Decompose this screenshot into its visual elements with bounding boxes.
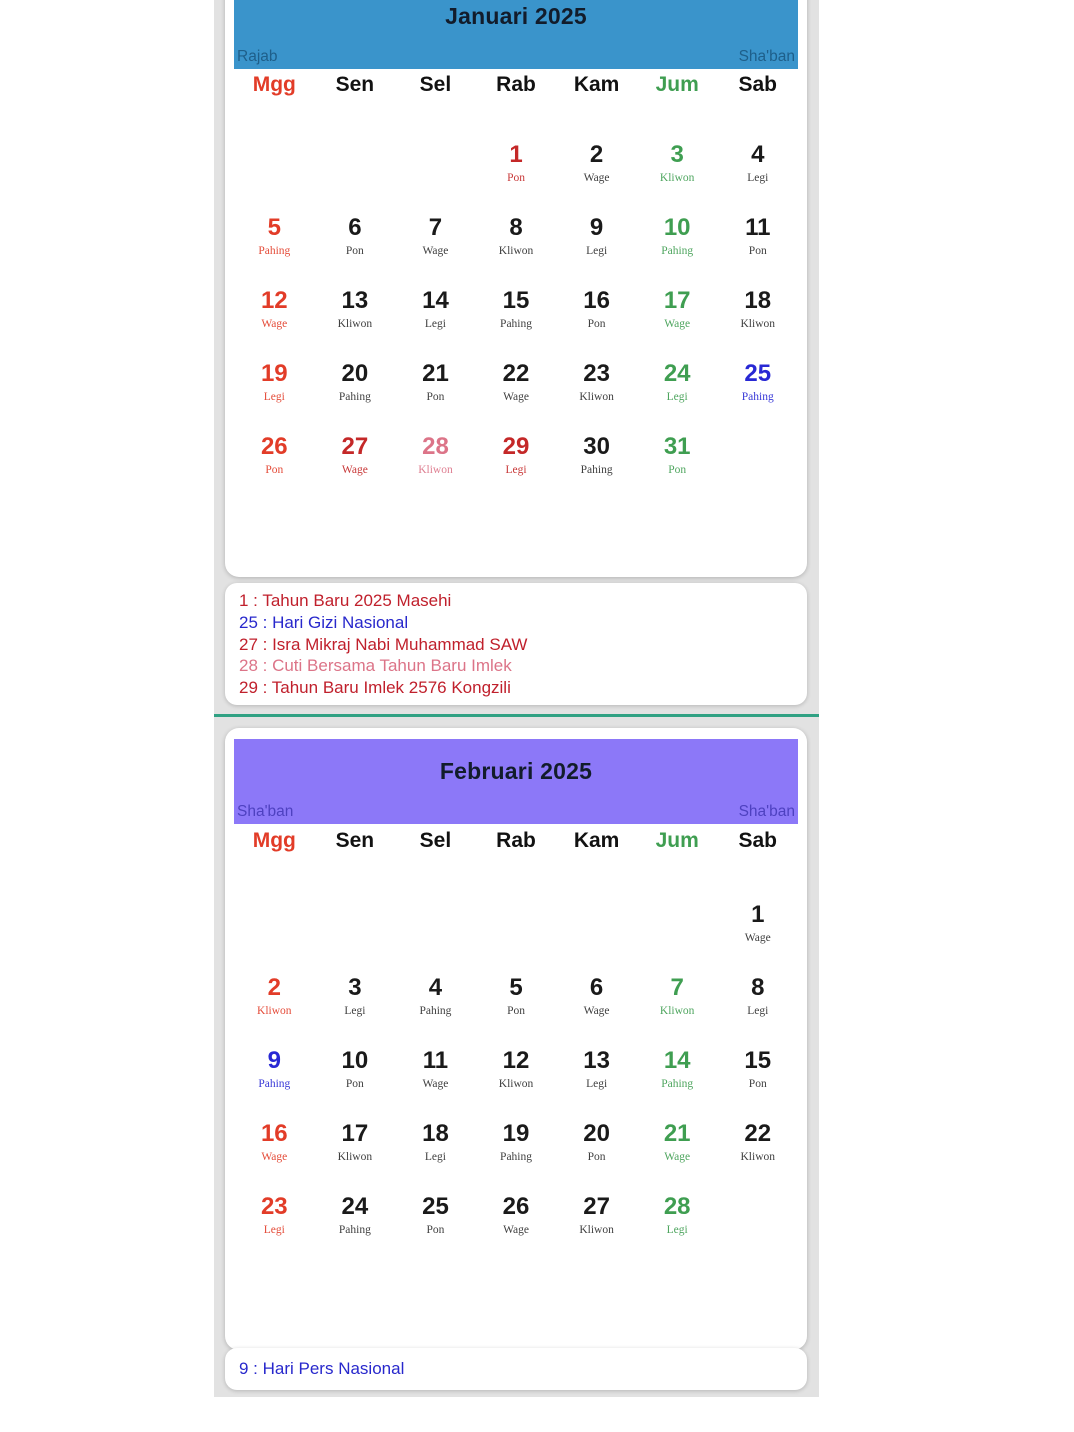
- date-number: 15: [744, 1047, 772, 1074]
- weekday-header: Sen: [335, 72, 375, 96]
- date-cell[interactable]: [556, 341, 637, 414]
- date-number: 28: [663, 1193, 691, 1220]
- date-number: 1: [509, 141, 523, 168]
- date-cell[interactable]: [637, 122, 718, 195]
- date-cell[interactable]: [315, 955, 396, 1028]
- pasaran-label: Legi: [424, 1151, 446, 1163]
- date-number: 26: [502, 1193, 530, 1220]
- pasaran-label: Pon: [507, 172, 525, 184]
- date-cell[interactable]: [637, 1174, 718, 1247]
- pasaran-label: Wage: [422, 1078, 449, 1090]
- pasaran-label: Pon: [265, 464, 284, 476]
- date-number: 6: [348, 214, 362, 241]
- weekday-header: Sen: [335, 829, 375, 852]
- date-number: 14: [663, 1047, 691, 1074]
- empty-date-cell: [395, 882, 476, 955]
- pasaran-label: Legi: [505, 464, 527, 476]
- date-number: 24: [341, 1193, 369, 1220]
- week-row: [234, 195, 798, 268]
- pasaran-label: Wage: [503, 391, 529, 403]
- empty-date-cell: [556, 882, 637, 955]
- date-cell[interactable]: [395, 1174, 476, 1247]
- weekday-header: Sel: [419, 72, 452, 96]
- date-cell[interactable]: [637, 1101, 718, 1174]
- date-number: 8: [509, 214, 523, 241]
- date-number: 13: [583, 1047, 610, 1074]
- empty-date-cell: [315, 882, 396, 955]
- pasaran-label: Pahing: [580, 464, 613, 476]
- pasaran-label: Pahing: [419, 1005, 452, 1017]
- date-cell[interactable]: [476, 1174, 557, 1247]
- date-number: 2: [267, 974, 281, 1001]
- date-number: 18: [422, 1120, 449, 1147]
- month-title: Januari 2025: [445, 2, 587, 29]
- hijri-month-right: Sha'ban: [738, 48, 795, 65]
- pasaran-label: Wage: [664, 318, 691, 330]
- date-cell[interactable]: [717, 955, 798, 1028]
- date-number: 30: [583, 433, 610, 460]
- date-number: 13: [341, 287, 369, 314]
- pasaran-label: Wage: [583, 1005, 610, 1017]
- pasaran-label: Pahing: [741, 391, 774, 403]
- pasaran-label: Kliwon: [579, 1224, 614, 1236]
- date-cell[interactable]: [556, 268, 637, 341]
- date-number: 23: [260, 1193, 288, 1220]
- pasaran-label: Kliwon: [418, 464, 453, 476]
- date-cell[interactable]: [717, 882, 798, 955]
- date-cell[interactable]: [637, 1028, 718, 1101]
- date-cell[interactable]: [476, 341, 557, 414]
- pasaran-label: Legi: [263, 391, 285, 403]
- date-number: 12: [260, 287, 288, 314]
- pasaran-label: Legi: [747, 1005, 769, 1017]
- pasaran-label: Kliwon: [337, 318, 373, 330]
- pasaran-label: Wage: [744, 932, 771, 944]
- date-cell[interactable]: [234, 341, 315, 414]
- pasaran-label: Kliwon: [740, 318, 775, 330]
- date-cell[interactable]: [556, 1101, 637, 1174]
- date-number: 5: [267, 214, 281, 241]
- week-row: [234, 341, 798, 414]
- date-cell[interactable]: [315, 414, 396, 487]
- pasaran-label: Wage: [503, 1224, 529, 1236]
- pasaran-label: Legi: [344, 1005, 366, 1017]
- date-cell[interactable]: [717, 195, 798, 268]
- date-number: 11: [745, 214, 771, 241]
- date-cell[interactable]: [315, 341, 396, 414]
- date-number: 7: [428, 214, 443, 241]
- date-cell[interactable]: [315, 1174, 396, 1247]
- date-number: 14: [422, 287, 449, 314]
- pasaran-label: Wage: [422, 245, 449, 257]
- date-number: 27: [341, 433, 369, 460]
- pasaran-label: Legi: [586, 1078, 608, 1090]
- empty-date-cell: [234, 122, 315, 195]
- weekday-header: Sel: [419, 829, 452, 852]
- date-cell[interactable]: [717, 268, 798, 341]
- pasaran-label: Kliwon: [257, 1005, 292, 1017]
- weekday-header: Sab: [738, 829, 778, 852]
- date-cell[interactable]: [556, 1174, 637, 1247]
- pasaran-label: Kliwon: [579, 391, 614, 403]
- date-cell[interactable]: [476, 414, 557, 487]
- date-cell[interactable]: [395, 341, 476, 414]
- holiday-note: 29 : Tahun Baru Imlek 2576 Kongzili: [239, 678, 511, 698]
- pasaran-label: Pahing: [338, 1224, 371, 1236]
- weekday-header-row: [234, 824, 798, 858]
- empty-date-cell: [234, 882, 315, 955]
- date-number: 10: [663, 214, 691, 241]
- pasaran-label: Kliwon: [498, 1078, 534, 1090]
- date-cell[interactable]: [637, 195, 718, 268]
- pasaran-label: Kliwon: [498, 245, 534, 257]
- pasaran-label: Pon: [507, 1005, 525, 1017]
- week-row: [234, 882, 798, 955]
- february-holiday-notes: [225, 1348, 807, 1390]
- holiday-note: 9 : Hari Pers Nasional: [239, 1359, 405, 1379]
- date-number: 3: [670, 141, 684, 168]
- date-number: 25: [744, 360, 772, 387]
- date-number: 29: [502, 433, 530, 460]
- date-cell[interactable]: [476, 1101, 557, 1174]
- date-number: 11: [422, 1047, 449, 1074]
- pasaran-label: Legi: [263, 1224, 285, 1236]
- date-cell[interactable]: [234, 414, 315, 487]
- date-cell[interactable]: [637, 414, 718, 487]
- weekday-header: Sab: [738, 72, 778, 96]
- pasaran-label: Pahing: [661, 1078, 694, 1090]
- pasaran-label: Legi: [586, 245, 608, 257]
- date-number: 9: [267, 1047, 281, 1074]
- date-number: 21: [663, 1120, 691, 1147]
- pasaran-label: Pon: [587, 318, 606, 330]
- pasaran-label: Wage: [664, 1151, 691, 1163]
- date-cell[interactable]: [315, 195, 396, 268]
- date-cell[interactable]: [556, 1028, 637, 1101]
- pasaran-label: Pahing: [500, 318, 532, 330]
- empty-date-cell: [637, 882, 718, 955]
- weekday-header: Jum: [655, 829, 699, 852]
- month-title: Februari 2025: [439, 757, 593, 784]
- empty-date-cell: [717, 1174, 798, 1247]
- date-cell[interactable]: [234, 1028, 315, 1101]
- holiday-note: 25 : Hari Gizi Nasional: [239, 612, 409, 632]
- date-number: 2: [589, 141, 604, 168]
- pasaran-label: Pon: [426, 391, 445, 403]
- pasaran-label: Pon: [668, 464, 687, 476]
- date-cell[interactable]: [234, 195, 315, 268]
- date-number: 27: [583, 1193, 610, 1220]
- january-calendar-card: [225, 0, 807, 577]
- pasaran-label: Pahing: [258, 245, 291, 257]
- date-number: 20: [583, 1120, 610, 1147]
- pasaran-label: Pahing: [258, 1078, 291, 1090]
- february-month-header: [234, 739, 798, 824]
- date-number: 17: [663, 287, 691, 314]
- weekday-header: Mgg: [252, 829, 296, 852]
- pasaran-label: Wage: [261, 1151, 288, 1163]
- date-number: 16: [583, 287, 610, 314]
- date-number: 26: [260, 433, 288, 460]
- date-number: 8: [751, 974, 765, 1001]
- weekday-header: Kam: [573, 72, 620, 96]
- date-number: 5: [509, 974, 523, 1001]
- pasaran-label: Legi: [666, 1224, 688, 1236]
- empty-date-cell: [395, 122, 476, 195]
- date-cell[interactable]: [556, 122, 637, 195]
- date-cell[interactable]: [717, 341, 798, 414]
- pasaran-label: Pon: [587, 1151, 606, 1163]
- january-month-header: [234, 0, 798, 69]
- date-cell[interactable]: [395, 1101, 476, 1174]
- week-row: [234, 122, 798, 195]
- holiday-note: 1 : Tahun Baru 2025 Masehi: [239, 591, 452, 610]
- empty-date-cell: [476, 882, 557, 955]
- week-row: [234, 1174, 798, 1247]
- date-cell[interactable]: [717, 122, 798, 195]
- date-cell[interactable]: [234, 268, 315, 341]
- week-row: [234, 268, 798, 341]
- week-row: [234, 955, 798, 1028]
- pasaran-label: Kliwon: [659, 172, 695, 184]
- date-number: 6: [589, 974, 604, 1001]
- weekday-header: Mgg: [252, 72, 296, 96]
- date-number: 21: [422, 360, 449, 387]
- date-cell[interactable]: [395, 955, 476, 1028]
- date-number: 24: [663, 360, 691, 387]
- week-row: [234, 1028, 798, 1101]
- weekday-header-row: [234, 69, 798, 100]
- hijri-month-left: Rajab: [237, 48, 278, 65]
- pasaran-label: Pahing: [500, 1151, 532, 1163]
- date-cell[interactable]: [234, 1101, 315, 1174]
- date-number: 4: [751, 141, 765, 168]
- hijri-month-right: Sha'ban: [738, 803, 795, 820]
- hijri-month-row: [234, 803, 798, 824]
- date-cell[interactable]: [476, 195, 557, 268]
- date-cell[interactable]: [476, 122, 557, 195]
- weekday-header: Rab: [496, 72, 536, 96]
- date-number: 22: [502, 360, 530, 387]
- week-row: [234, 1101, 798, 1174]
- pasaran-label: Legi: [666, 391, 688, 403]
- date-cell[interactable]: [717, 1028, 798, 1101]
- date-cell[interactable]: [234, 955, 315, 1028]
- pasaran-label: Pon: [345, 1078, 364, 1090]
- date-number: 1: [751, 901, 765, 928]
- date-number: 4: [428, 974, 443, 1001]
- date-cell[interactable]: [476, 955, 557, 1028]
- date-number: 23: [583, 360, 610, 387]
- date-number: 15: [502, 287, 530, 314]
- date-cell[interactable]: [315, 1028, 396, 1101]
- weekday-header: Jum: [655, 72, 699, 96]
- date-number: 7: [670, 974, 684, 1001]
- pasaran-label: Wage: [341, 464, 368, 476]
- date-number: 19: [260, 360, 288, 387]
- date-grid: [234, 858, 798, 1247]
- date-number: 18: [744, 287, 772, 314]
- week-row: [234, 414, 798, 487]
- january-holiday-notes: [225, 583, 807, 705]
- date-number: 12: [502, 1047, 530, 1074]
- date-cell[interactable]: [315, 1101, 396, 1174]
- date-grid: [234, 100, 798, 487]
- date-cell[interactable]: [476, 268, 557, 341]
- date-cell[interactable]: [476, 1028, 557, 1101]
- pasaran-label: Pon: [748, 245, 767, 257]
- pasaran-label: Kliwon: [740, 1151, 775, 1163]
- date-cell[interactable]: [556, 195, 637, 268]
- date-cell[interactable]: [556, 955, 637, 1028]
- empty-date-cell: [717, 414, 798, 487]
- holiday-note: 28 : Cuti Bersama Tahun Baru Imlek: [239, 656, 512, 676]
- empty-date-cell: [315, 122, 396, 195]
- date-cell[interactable]: [395, 414, 476, 487]
- date-number: 10: [341, 1047, 369, 1074]
- pasaran-label: Pahing: [338, 391, 371, 403]
- month-separator-line: [214, 714, 819, 717]
- weekday-header: Rab: [496, 829, 536, 852]
- date-cell[interactable]: [395, 195, 476, 268]
- pasaran-label: Legi: [424, 318, 446, 330]
- pasaran-label: Pon: [748, 1078, 767, 1090]
- date-number: 20: [341, 360, 369, 387]
- date-number: 31: [663, 433, 691, 460]
- date-number: 16: [260, 1120, 288, 1147]
- weekday-header: Kam: [573, 829, 620, 852]
- pasaran-label: Kliwon: [659, 1005, 695, 1017]
- date-cell[interactable]: [315, 268, 396, 341]
- pasaran-label: Wage: [261, 318, 288, 330]
- pasaran-label: Legi: [747, 172, 769, 184]
- date-number: 25: [422, 1193, 449, 1220]
- date-number: 28: [422, 433, 449, 460]
- pasaran-label: Pon: [426, 1224, 445, 1236]
- date-number: 17: [341, 1120, 369, 1147]
- holiday-note: 27 : Isra Mikraj Nabi Muhammad SAW: [239, 634, 528, 654]
- hijri-month-row: [234, 48, 798, 69]
- date-cell[interactable]: [395, 1028, 476, 1101]
- hijri-month-left: Sha'ban: [237, 803, 294, 820]
- date-number: 22: [744, 1120, 772, 1147]
- date-number: 19: [502, 1120, 530, 1147]
- date-cell[interactable]: [637, 341, 718, 414]
- date-cell[interactable]: [556, 414, 637, 487]
- date-cell[interactable]: [717, 1101, 798, 1174]
- date-cell[interactable]: [637, 268, 718, 341]
- february-calendar-card: [225, 728, 807, 1350]
- date-cell[interactable]: [234, 1174, 315, 1247]
- date-cell[interactable]: [637, 955, 718, 1028]
- pasaran-label: Kliwon: [337, 1151, 373, 1163]
- date-number: 9: [589, 214, 604, 241]
- pasaran-label: Pon: [345, 245, 364, 257]
- pasaran-label: Pahing: [661, 245, 694, 257]
- date-number: 3: [348, 974, 362, 1001]
- date-cell[interactable]: [395, 268, 476, 341]
- pasaran-label: Wage: [583, 172, 610, 184]
